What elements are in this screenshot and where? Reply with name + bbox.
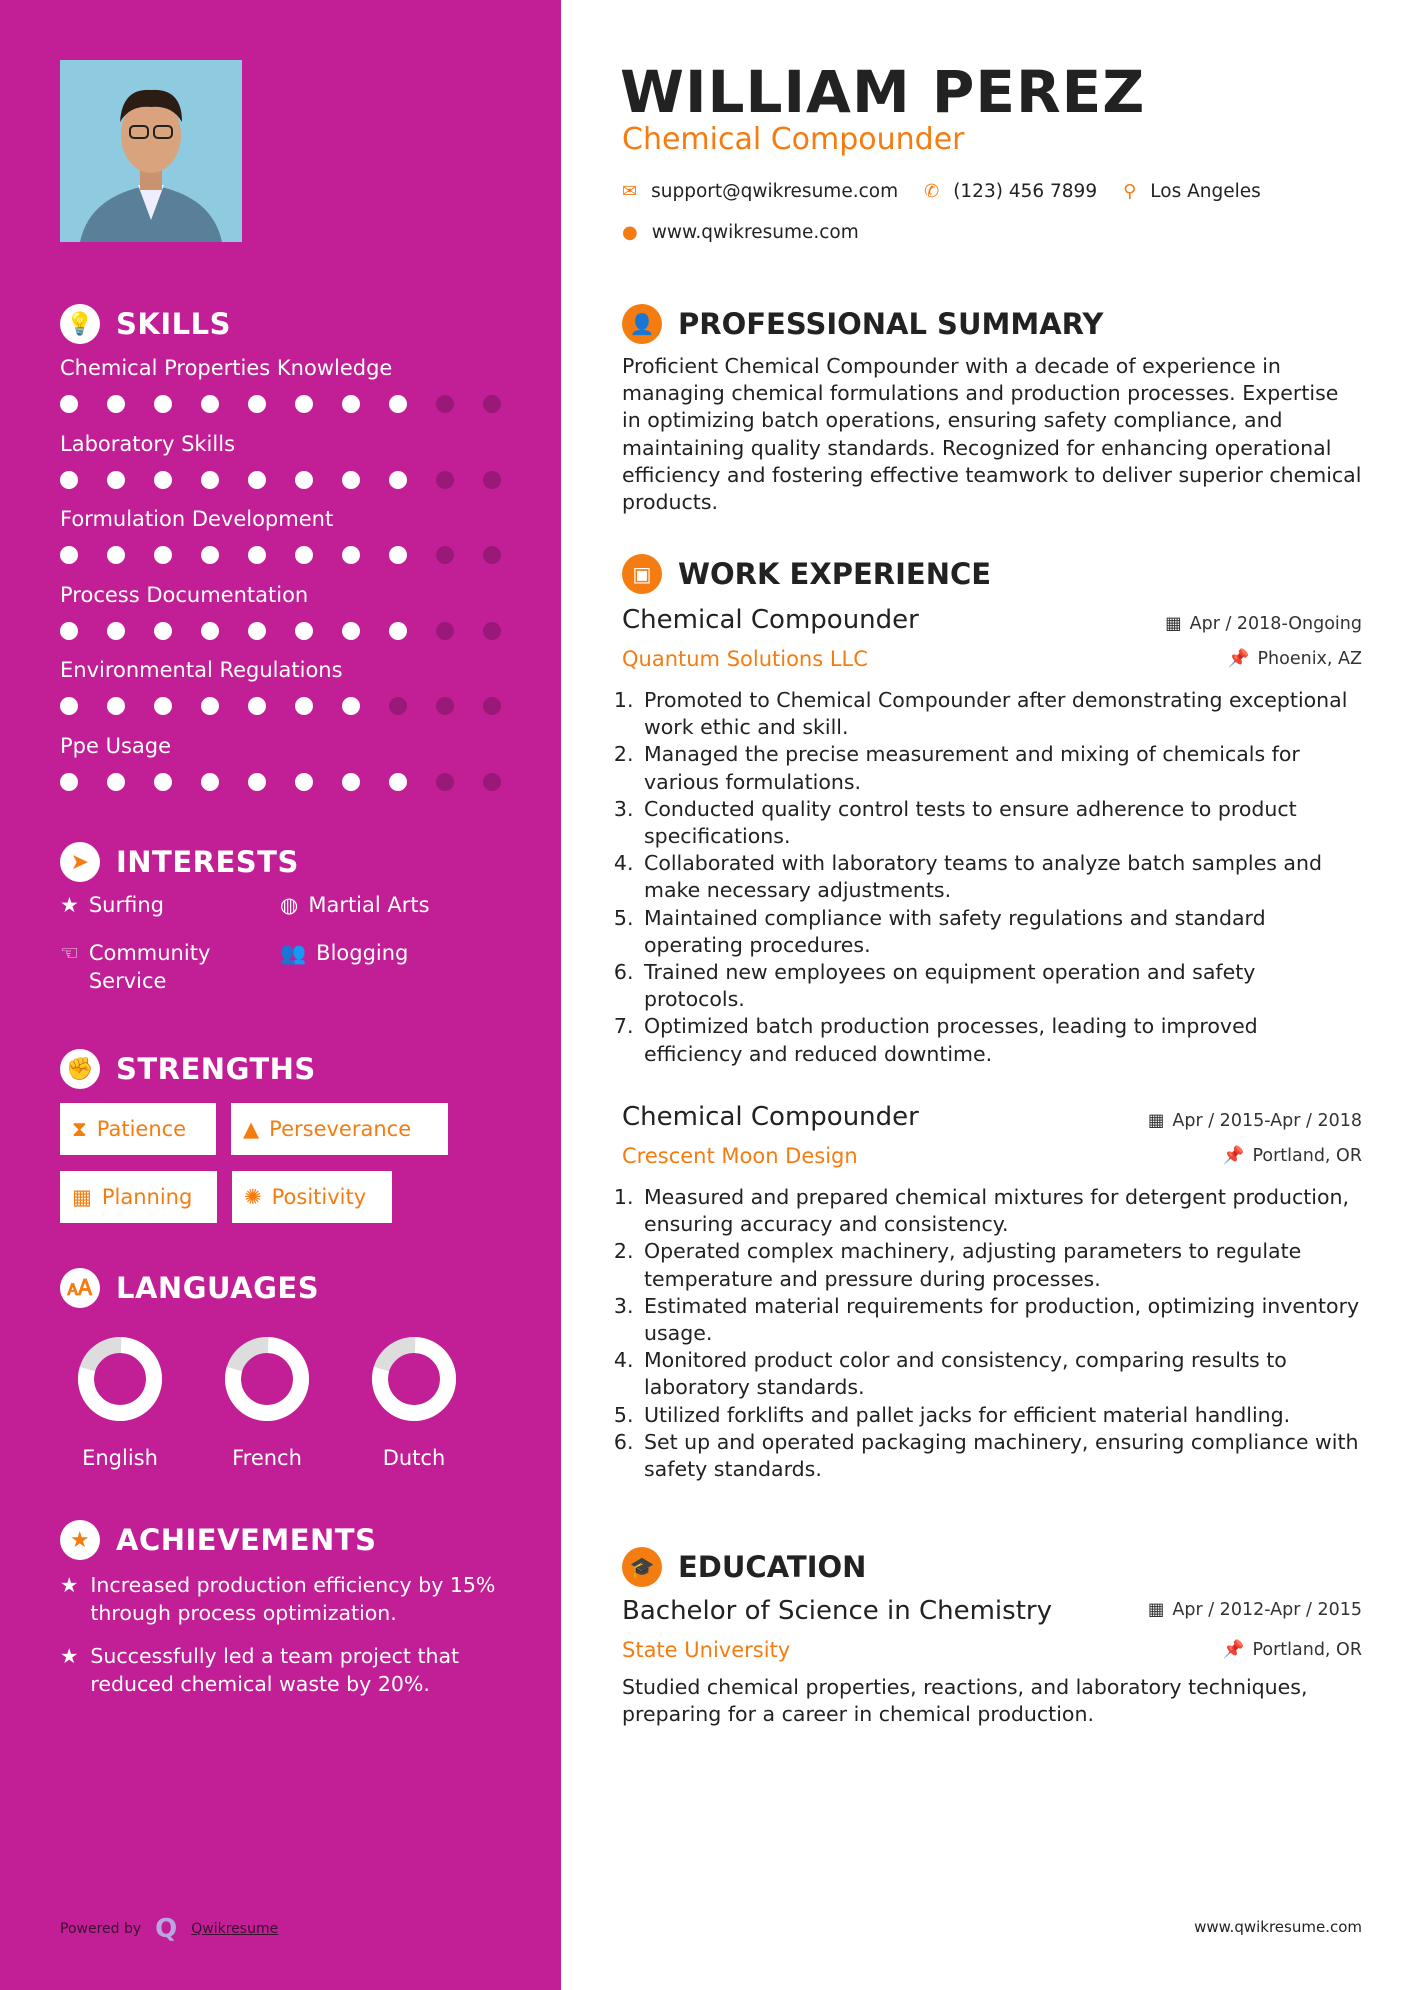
language-label: French	[232, 1446, 302, 1470]
trophy-star-icon: ★	[60, 1520, 100, 1560]
rating-dot	[295, 546, 313, 564]
duty-item: 5. Utilized forklifts and pallet jacks for efficient material handling.	[640, 1402, 1362, 1429]
rating-dot	[295, 697, 313, 715]
profile-photo	[60, 60, 242, 242]
duty-item: 2. Operated complex machinery, adjusting parameters to regulate temperature and pressure during processes.	[640, 1238, 1362, 1292]
calendar-icon: ▦	[1147, 1600, 1165, 1620]
skill-item	[60, 351, 510, 413]
qwikresume-link[interactable]: Qwikresume	[191, 1921, 279, 1937]
duty-item: 7. Optimized batch production processes, leading to improved efficiency and reduced downtime.	[640, 1013, 1362, 1067]
company: Crescent Moon Design	[622, 1144, 858, 1168]
location: Phoenix, AZ	[1257, 649, 1362, 669]
summary-heading	[622, 304, 1103, 344]
language-donut	[349, 1335, 479, 1425]
languages-heading	[60, 1268, 319, 1308]
skill-item	[60, 502, 510, 564]
language-item	[202, 1335, 332, 1470]
rating-dot	[154, 471, 172, 489]
rating-dot	[248, 773, 266, 791]
rating-dot	[342, 773, 360, 791]
job-dates	[1148, 1111, 1362, 1131]
location: Portland, OR	[1252, 1146, 1362, 1166]
job-title: Chemical Compounder	[622, 605, 919, 635]
email[interactable]: support@qwikresume.com	[651, 181, 899, 202]
rating-dot	[389, 773, 407, 791]
users-icon: 👥	[280, 941, 307, 965]
star-icon: ★	[60, 1644, 79, 1668]
strength-label: Patience	[96, 1117, 187, 1141]
rating-dot	[60, 546, 78, 564]
skill-rating	[60, 395, 510, 413]
company: Quantum Solutions LLC	[622, 647, 868, 671]
footer-website[interactable]: www.qwikresume.com	[1194, 1918, 1362, 1936]
language-donut	[202, 1335, 332, 1425]
lightbulb-icon: 💡	[60, 304, 100, 344]
duty-item: 3. Estimated material requirements for production, optimizing inventory usage.	[640, 1293, 1362, 1347]
skills-heading	[60, 304, 231, 344]
duty-item: 4. Collaborated with laboratory teams to analyze batch samples and make necessary adjustments.	[640, 850, 1362, 904]
rating-dot	[389, 395, 407, 413]
rating-dot	[342, 697, 360, 715]
languages-title: LANGUAGES	[116, 1271, 320, 1305]
rating-dot	[389, 622, 407, 640]
interest-item	[280, 939, 408, 967]
rating-dot	[483, 395, 501, 413]
rating-dot	[201, 773, 219, 791]
skill-item	[60, 427, 510, 489]
rating-dot	[154, 697, 172, 715]
strength-badge	[231, 1103, 448, 1155]
skill-label: Ppe Usage	[60, 733, 172, 758]
interests-heading	[60, 842, 299, 882]
rating-dot	[201, 546, 219, 564]
school: State University	[622, 1638, 791, 1662]
envelope-icon: ✉	[622, 181, 638, 202]
powered-by-label: Powered by	[60, 1921, 142, 1937]
achievement-item	[60, 1642, 510, 1698]
pin-icon: 📌	[1222, 1146, 1245, 1166]
language-donut	[55, 1335, 185, 1425]
skills-title: SKILLS	[116, 307, 231, 341]
duty-item: 4. Monitored product color and consistency, comparing results to laboratory standards.	[640, 1347, 1362, 1401]
rating-dot	[154, 395, 172, 413]
rating-dot	[342, 395, 360, 413]
rating-dot	[60, 395, 78, 413]
education-location	[1223, 1640, 1362, 1660]
rating-dot	[107, 773, 125, 791]
skill-item	[60, 729, 510, 791]
rating-dot	[295, 471, 313, 489]
strengths-title: STRENGTHS	[116, 1052, 316, 1086]
interest-label: Surfing	[88, 893, 164, 917]
rating-dot	[483, 546, 501, 564]
qwikresume-logo-icon: Q	[155, 1914, 178, 1944]
interest-item	[60, 891, 164, 919]
language-item	[55, 1335, 185, 1470]
duty-item: 1. Measured and prepared chemical mixtures for detergent production, ensuring accuracy and consistency.	[640, 1184, 1362, 1238]
education-heading	[622, 1547, 866, 1587]
rating-dot	[295, 773, 313, 791]
user-icon: 👤	[622, 304, 662, 344]
rating-dot	[342, 546, 360, 564]
sidebar	[0, 0, 561, 1990]
rating-dot	[436, 622, 454, 640]
dates: Apr / 2015-Apr / 2018	[1172, 1111, 1362, 1131]
interests-title: INTERESTS	[116, 845, 299, 879]
rating-dot	[107, 697, 125, 715]
calendar-icon: ▦	[1165, 614, 1182, 634]
rating-dot	[436, 471, 454, 489]
rating-dot	[295, 395, 313, 413]
map-pin-icon: ⚲	[1123, 181, 1137, 202]
interest-label: Community Service	[88, 941, 211, 993]
rating-dot	[107, 395, 125, 413]
duty-item: 6. Set up and operated packaging machinery, ensuring compliance with safety standards.	[640, 1429, 1362, 1483]
job-dates	[1165, 614, 1362, 634]
experience-title: WORK EXPERIENCE	[678, 557, 992, 591]
road-icon: ▲	[243, 1117, 260, 1141]
contact-row	[622, 181, 1261, 202]
hand-icon: ☜	[60, 941, 79, 965]
rating-dot	[154, 546, 172, 564]
summary-text: Proficient Chemical Compounder with a decade of experience in managing chemical formulations and production processes. Expertise in optimizing batch operations, ensuring safety compliance, and maintaining quality standards. Recognized for enhancing operational efficiency and fostering effective teamwork to deliver superior chemical products.	[622, 354, 1362, 515]
location: Portland, OR	[1252, 1640, 1362, 1660]
rating-dot	[436, 546, 454, 564]
rating-dot	[248, 697, 266, 715]
strength-label: Positivity	[271, 1185, 367, 1209]
job-duties	[622, 687, 1362, 1068]
strengths-heading	[60, 1049, 316, 1089]
rating-dot	[436, 395, 454, 413]
language-label: English	[82, 1446, 158, 1470]
rating-dot	[342, 471, 360, 489]
education-dates	[1148, 1600, 1362, 1620]
rating-dot	[154, 773, 172, 791]
fist-icon: ✊	[60, 1049, 100, 1089]
achievement-text: Successfully led a team project that reduced chemical waste by 20%.	[90, 1644, 460, 1696]
website-row	[622, 222, 859, 243]
rating-dot	[60, 773, 78, 791]
graduate-icon: 🎓	[622, 1547, 662, 1587]
rating-dot	[248, 471, 266, 489]
job-location	[1223, 1146, 1362, 1166]
rating-dot	[342, 622, 360, 640]
skill-label: Laboratory Skills	[60, 431, 236, 456]
experience-heading	[622, 554, 991, 594]
skill-rating	[60, 697, 510, 715]
interest-label: Martial Arts	[308, 893, 430, 917]
achievement-item	[60, 1571, 510, 1627]
location: Los Angeles	[1150, 181, 1261, 202]
candidate-name: WILLIAM PEREZ	[620, 58, 1146, 126]
rating-dot	[389, 471, 407, 489]
strength-label: Perseverance	[269, 1117, 412, 1141]
rating-dot	[201, 697, 219, 715]
strength-badge	[60, 1103, 216, 1155]
job-title: Chemical Compounder	[622, 122, 965, 157]
degree: Bachelor of Science in Chemistry	[622, 1596, 1052, 1626]
rating-dot	[60, 471, 78, 489]
achievements-heading	[60, 1520, 376, 1560]
rating-dot	[248, 395, 266, 413]
duty-item: 6. Trained new employees on equipment operation and safety protocols.	[640, 959, 1362, 1013]
globe-icon: ◍	[280, 893, 299, 917]
rating-dot	[201, 471, 219, 489]
calendar-icon: ▦	[72, 1185, 92, 1209]
interest-label: Blogging	[316, 941, 409, 965]
powered-by	[60, 1914, 278, 1944]
pin-icon: 📌	[1227, 649, 1250, 669]
skill-label: Formulation Development	[60, 507, 334, 531]
strength-label: Planning	[101, 1185, 193, 1209]
briefcase-icon: ▣	[622, 554, 662, 594]
interest-item	[280, 891, 430, 919]
duty-item: 5. Maintained compliance with safety regulations and standard operating procedures.	[640, 905, 1362, 959]
rating-dot	[248, 622, 266, 640]
rating-dot	[60, 622, 78, 640]
duty-item: 3. Conducted quality control tests to ensure adherence to product specifications.	[640, 796, 1362, 850]
phone-icon: ✆	[924, 181, 940, 202]
dates: Apr / 2018-Ongoing	[1189, 614, 1362, 634]
rating-dot	[389, 546, 407, 564]
skill-item	[60, 578, 510, 640]
education-title: EDUCATION	[678, 1550, 867, 1584]
rating-dot	[483, 471, 501, 489]
rating-dot	[107, 546, 125, 564]
rating-dot	[483, 697, 501, 715]
rating-dot	[60, 697, 78, 715]
phone: (123) 456 7899	[953, 181, 1098, 202]
duty-item: 1. Promoted to Chemical Compounder after demonstrating exceptional work ethic and skill.	[640, 687, 1362, 741]
skill-rating	[60, 622, 510, 640]
rating-dot	[436, 773, 454, 791]
interest-item	[60, 939, 260, 995]
rating-dot	[248, 546, 266, 564]
star-icon: ★	[60, 1573, 79, 1597]
duty-item: 2. Managed the precise measurement and mixing of chemicals for various formulations.	[640, 741, 1362, 795]
strength-badge	[60, 1171, 217, 1223]
website[interactable]: www.qwikresume.com	[651, 222, 859, 243]
rating-dot	[107, 471, 125, 489]
sun-icon: ✺	[244, 1185, 262, 1209]
language-icon: 🗚	[60, 1268, 100, 1308]
skill-rating	[60, 546, 510, 564]
rating-dot	[295, 622, 313, 640]
skill-rating	[60, 471, 510, 489]
rating-dot	[107, 622, 125, 640]
achievement-text: Increased production efficiency by 15% through process optimization.	[90, 1573, 496, 1625]
rating-dot	[483, 773, 501, 791]
language-item	[349, 1335, 479, 1470]
star-icon: ★	[60, 893, 79, 917]
rating-dot	[483, 622, 501, 640]
rating-dot	[201, 622, 219, 640]
globe-icon: ●	[622, 222, 638, 243]
achievements-title: ACHIEVEMENTS	[116, 1523, 377, 1557]
skill-label: Chemical Properties Knowledge	[60, 356, 393, 380]
education-text: Studied chemical properties, reactions, and laboratory techniques, preparing for a career in chemical production.	[622, 1675, 1308, 1727]
skill-rating	[60, 773, 510, 791]
job-location	[1228, 649, 1362, 669]
job-duties	[622, 1184, 1362, 1483]
rating-dot	[436, 697, 454, 715]
rating-dot	[154, 622, 172, 640]
skill-item	[60, 653, 510, 715]
dates: Apr / 2012-Apr / 2015	[1172, 1600, 1362, 1620]
skill-label: Process Documentation	[60, 582, 309, 607]
strength-badge	[232, 1171, 392, 1223]
job-title: Chemical Compounder	[622, 1102, 919, 1132]
rating-dot	[389, 697, 407, 715]
pin-icon: 📌	[1222, 1640, 1245, 1660]
skill-label: Environmental Regulations	[60, 658, 343, 682]
summary-title: PROFESSIONAL SUMMARY	[678, 307, 1104, 341]
calendar-icon: ▦	[1147, 1111, 1165, 1131]
language-label: Dutch	[382, 1446, 446, 1470]
hourglass-icon: ⧗	[72, 1116, 87, 1141]
paper-plane-icon: ➤	[60, 842, 100, 882]
rating-dot	[201, 395, 219, 413]
